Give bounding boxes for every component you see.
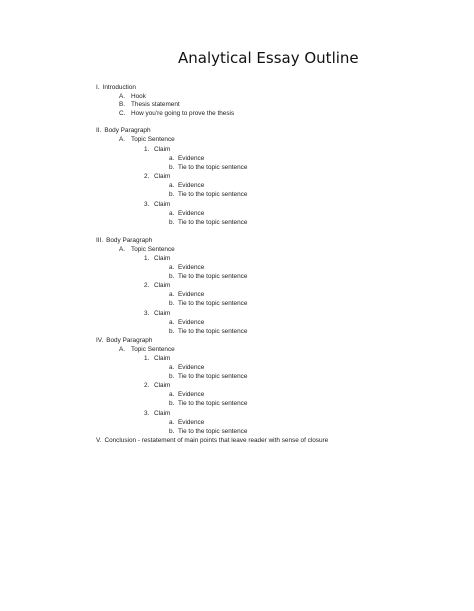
outline-item	[96, 337, 152, 345]
outline-text: Claim	[154, 173, 171, 180]
outline-marker: 2.	[144, 173, 150, 180]
outline-marker: b.	[169, 328, 175, 335]
outline-text: Evidence	[178, 210, 205, 217]
outline-text: Topic Sentence	[131, 346, 175, 353]
outline-item	[169, 364, 204, 372]
document-title: Analytical Essay Outline	[178, 49, 359, 67]
outline-text: Body Paragraph	[106, 237, 153, 244]
outline-text: Evidence	[178, 155, 205, 162]
outline-text: Tie to the topic sentence	[178, 219, 248, 226]
outline-marker: a.	[169, 210, 175, 217]
outline-text: Evidence	[178, 364, 205, 371]
outline-marker: III.	[96, 237, 104, 244]
outline-marker: II.	[96, 127, 102, 134]
outline-item	[169, 291, 204, 299]
outline-item	[96, 127, 151, 135]
outline-marker: C.	[119, 110, 126, 117]
outline-marker: 1.	[144, 146, 150, 153]
outline-text: Introduction	[102, 84, 136, 91]
outline-text: Body Paragraph	[106, 337, 153, 344]
outline-item	[119, 101, 180, 109]
outline-text: Thesis statement	[131, 101, 180, 108]
outline-item	[119, 110, 234, 118]
outline-marker: a.	[169, 419, 175, 426]
outline-text: Tie to the topic sentence	[178, 164, 248, 171]
outline-marker: 3.	[144, 201, 150, 208]
outline-text: Evidence	[178, 419, 205, 426]
outline-marker: b.	[169, 164, 175, 171]
outline-marker: b.	[169, 300, 175, 307]
outline-item	[144, 255, 170, 263]
outline-text: Evidence	[178, 182, 205, 189]
outline-item	[169, 191, 247, 199]
outline-text: Tie to the topic sentence	[178, 273, 248, 280]
outline-item	[169, 373, 247, 381]
outline-marker: I.	[96, 84, 100, 91]
outline-text: Tie to the topic sentence	[178, 373, 248, 380]
outline-marker: b.	[169, 273, 175, 280]
outline-item	[96, 437, 328, 445]
outline-item	[169, 210, 204, 218]
outline-item	[169, 300, 247, 308]
outline-text: Claim	[154, 282, 171, 289]
outline-marker: IV.	[96, 337, 104, 344]
outline-item	[169, 428, 247, 436]
outline-marker: V.	[96, 437, 102, 444]
outline-text: Evidence	[178, 319, 205, 326]
outline-item	[119, 136, 175, 144]
outline-text: Hook	[131, 93, 146, 100]
outline-item	[119, 93, 146, 101]
outline-text: Tie to the topic sentence	[178, 400, 248, 407]
outline-item	[144, 173, 170, 181]
outline-marker: b.	[169, 219, 175, 226]
outline-marker: b.	[169, 373, 175, 380]
outline-text: Claim	[154, 201, 171, 208]
outline-text: Tie to the topic sentence	[178, 328, 248, 335]
outline-text: Tie to the topic sentence	[178, 191, 248, 198]
outline-item	[169, 182, 204, 190]
outline-marker: a.	[169, 264, 175, 271]
outline-item	[169, 391, 204, 399]
outline-marker: a.	[169, 319, 175, 326]
outline-item	[169, 328, 247, 336]
outline-item	[96, 237, 152, 245]
outline-marker: A.	[119, 136, 126, 143]
outline-marker: a.	[169, 391, 175, 398]
outline-marker: b.	[169, 191, 175, 198]
outline-text: Tie to the topic sentence	[178, 428, 248, 435]
outline-text: Claim	[154, 410, 171, 417]
outline-item	[144, 410, 170, 418]
outline-item	[119, 346, 175, 354]
outline-text: Topic Sentence	[131, 136, 175, 143]
outline-text: Evidence	[178, 291, 205, 298]
outline-item	[119, 246, 175, 254]
outline-text: Evidence	[178, 391, 205, 398]
outline-item	[169, 319, 204, 327]
outline-item	[144, 355, 170, 363]
outline-item	[144, 310, 170, 318]
outline-marker: b.	[169, 428, 175, 435]
outline-item	[169, 419, 204, 427]
outline-item	[169, 264, 204, 272]
outline-item	[169, 400, 247, 408]
outline-marker: A.	[119, 346, 126, 353]
outline-item	[144, 146, 170, 154]
outline-item	[169, 155, 204, 163]
outline-marker: 3.	[144, 410, 150, 417]
outline-marker: B.	[119, 101, 126, 108]
outline-text: Body Paragraph	[104, 127, 151, 134]
outline-text: Topic Sentence	[131, 246, 175, 253]
outline-text: Claim	[154, 355, 171, 362]
outline-item	[169, 273, 247, 281]
outline-marker: 3.	[144, 310, 150, 317]
outline-item	[169, 164, 247, 172]
outline-marker: a.	[169, 155, 175, 162]
outline-marker: 2.	[144, 282, 150, 289]
outline-text: Tie to the topic sentence	[178, 300, 248, 307]
outline-marker: b.	[169, 400, 175, 407]
outline-item	[144, 201, 170, 209]
outline-item	[144, 282, 170, 290]
outline-item	[144, 382, 170, 390]
outline-marker: 1.	[144, 355, 150, 362]
outline-marker: A.	[119, 93, 126, 100]
outline-marker: a.	[169, 364, 175, 371]
outline-marker: 2.	[144, 382, 150, 389]
outline-text: Evidence	[178, 264, 205, 271]
outline-text: Claim	[154, 255, 171, 262]
outline-text: Claim	[154, 382, 171, 389]
outline-marker: A.	[119, 246, 126, 253]
outline-marker: a.	[169, 182, 175, 189]
outline-text: How you're going to prove the thesis	[131, 110, 235, 117]
outline-text: Claim	[154, 146, 171, 153]
outline-item	[96, 84, 136, 92]
outline-text: Conclusion - restatement of main points that leave reader with sense of closure	[104, 437, 329, 444]
outline-marker: a.	[169, 291, 175, 298]
outline-item	[169, 219, 247, 227]
outline-text: Claim	[154, 310, 171, 317]
outline-marker: 1.	[144, 255, 150, 262]
